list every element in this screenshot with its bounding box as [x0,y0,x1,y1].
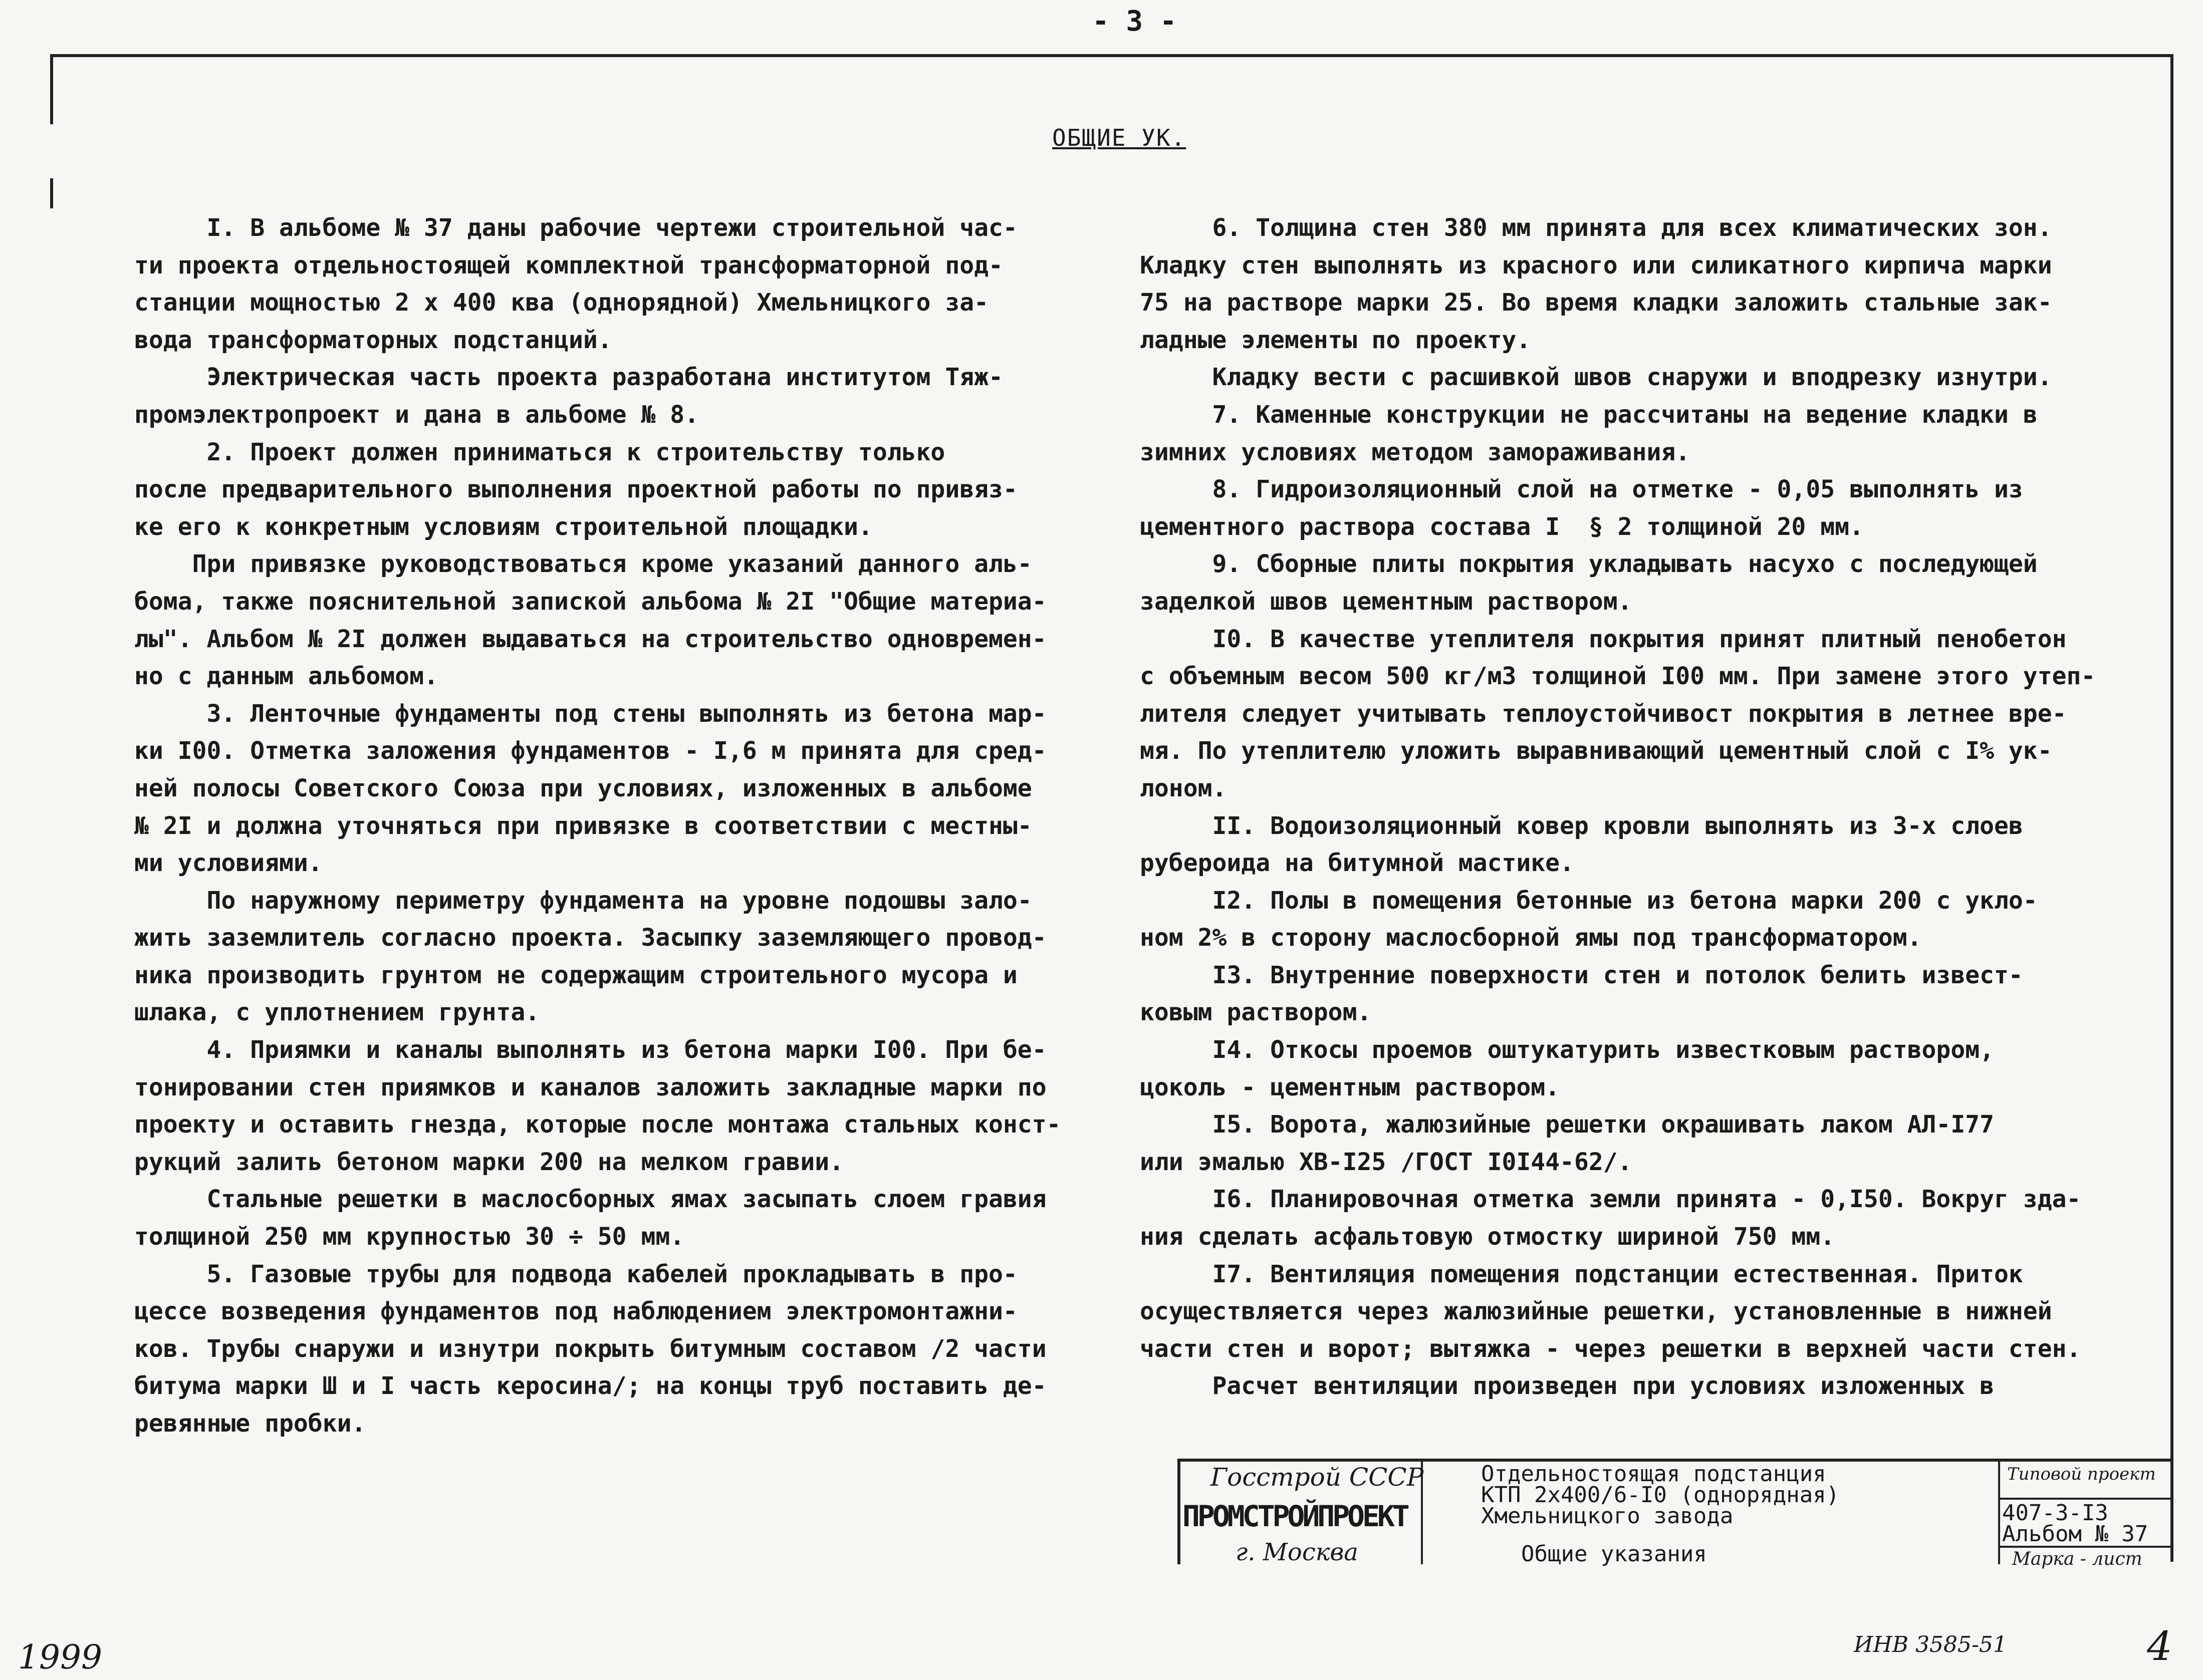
title-block-rule [1998,1498,2173,1500]
org-city: г. Москва [1236,1538,1358,1566]
text-line: 4. Приямки и каналы выполнять из бетона марки I00. При бе- [134,1036,1047,1064]
text-line: Расчет вентиляции произведен при условиях изложенных в [1140,1372,1995,1401]
text-line: ния сделать асфальтовую отмостку шириной 750 мм. [1140,1223,1835,1251]
frame-left-border [50,54,53,124]
text-line: 3. Ленточные фундаменты под стены выполнять из бетона мар- [134,699,1047,728]
text-line: ном 2% в сторону маслосборной ямы под трансформатором. [1140,924,1922,952]
org-ministry: Госстрой СССР [1210,1463,1424,1492]
text-line: Электрическая часть проекта разработана институтом Тяж- [134,363,1003,392]
text-line: № 2I и должна уточняться при привязке в соответствии с местны- [134,811,1032,840]
right-text-column [1140,209,2122,1405]
text-line: 6. Толщина стен 380 мм принята для всех климатических зон. [1140,214,2052,242]
text-line: 8. Гидроизоляционный слой на отметке - 0,05 выполнять из [1140,475,2023,504]
text-line: лоном. [1140,774,1227,802]
text-line: промэлектропроект и дана в альбоме № 8. [134,400,699,429]
text-line: шлака, с уплотнением грунта. [134,998,540,1027]
sheet-number: 4 [2147,1623,2172,1669]
text-line: но с данным альбомом. [134,662,438,691]
project-type-label: Типовой проект [2007,1464,2156,1484]
text-line: I4. Откосы проемов оштукатурить известковым раствором, [1140,1036,1995,1064]
mark-sheet-label: Марка - лист [2012,1549,2142,1569]
text-line: толщиной 250 мм крупностью 30 ÷ 50 мм. [134,1223,685,1251]
year-note: 1999 [18,1638,102,1676]
text-line: ника производить грунтом не содержащим строительного мусора и [134,961,1018,989]
inventory-number: ИНВ 3585-51 [1854,1632,2007,1657]
text-line: ков. Трубы снаружи и изнутри покрыть битумным составом /2 части [134,1334,1047,1363]
album-number: Альбом № 37 [2002,1521,2148,1547]
text-line: При привязке руководствоваться кроме указаний данного аль- [134,550,1032,579]
text-line: ти проекта отдельностоящей комплектной трансформаторной под- [134,251,1003,279]
text-line: лы". Альбом № 2I должен выдаваться на строительство одновремен- [134,625,1047,653]
project-title-line-1: Отдельностоящая подстанция [1481,1461,1826,1487]
text-line: I7. Вентиляция помещения подстанции естественная. Приток [1140,1260,2023,1288]
project-code: 407-3-I3 [2002,1500,2108,1526]
text-line: тонировании стен приямков и каналов заложить закладные марки по [134,1073,1047,1101]
text-line: ладные элементы по проекту. [1140,326,1531,354]
text-line: станции мощностью 2 х 400 ква (однорядной) Хмельницкого за- [134,289,989,317]
text-line: ки I00. Отметка заложения фундаментов - I,6 м принята для сред- [134,737,1047,765]
text-line: I3. Внутренние поверхности стен и потолок белить извест- [1140,961,2023,989]
text-line: цессе возведения фундаментов под наблюдением электромонтажни- [134,1297,1018,1326]
text-line: битума марки Ш и I часть керосина/; на концы труб поставить де- [134,1372,1047,1401]
text-line: цоколь - цементным раствором. [1140,1073,1560,1101]
text-line: ковым раствором. [1140,998,1372,1027]
title-block-divider [1998,1462,2000,1564]
text-line: лителя следует учитывать теплоустойчивост покрытия в летнее вре- [1140,699,2067,728]
text-line: Кладку стен выполнять из красного или силикатного кирпича марки [1140,251,2052,279]
text-line: I6. Планировочная отметка земли принята - 0,I50. Вокруг зда- [1140,1185,2081,1214]
project-title-line-3: Хмельницкого завода [1481,1503,1734,1529]
text-line: ми условиями. [134,849,323,878]
text-line: осуществляется через жалюзийные решетки, установленные в нижней [1140,1297,2052,1326]
text-line: вода трансформаторных подстанций. [134,326,612,354]
text-line: с объемным весом 500 кг/м3 толщиной I00 мм. При замене этого утеп- [1140,662,2096,691]
text-line: рукций залить бетоном марки 200 на мелком гравии. [134,1148,844,1176]
text-line: проекту и оставить гнезда, которые после монтажа стальных конст- [134,1110,1061,1139]
text-line: I2. Полы в помещения бетонные из бетона марки 200 с укло- [1140,886,2038,915]
sheet-title: Общие указания [1521,1541,1707,1567]
text-line: 9. Сборные плиты покрытия укладывать насухо с последующей [1140,550,2038,579]
text-line: после предварительного выполнения проектной работы по привяз- [134,475,1018,504]
text-line: Стальные решетки в маслосборных ямах засыпать слоем гравия [134,1185,1047,1214]
text-line: заделкой швов цементным раствором. [1140,587,1632,616]
text-line: ней полосы Советского Союза при условиях, изложенных в альбоме [134,774,1032,802]
left-text-column [134,209,1111,1443]
text-line: цементного раствора состава I § 2 толщиной 20 мм. [1140,512,1864,541]
text-line: I5. Ворота, жалюзийные решетки окрашивать лаком АЛ-I77 [1140,1110,1995,1139]
text-line: Кладку вести с расшивкой швов снаружи и вподрезку изнутри. [1140,363,2052,392]
text-line: II. Водоизоляционный ковер кровли выполнять из 3-х слоев [1140,811,2023,840]
text-line: или эмалью ХВ-I25 /ГОСТ I0I44-62/. [1140,1148,1632,1176]
frame-top-border [50,54,2173,57]
text-line: ке его к конкретным условиям строительной площадки. [134,512,873,541]
text-line: 7. Каменные конструкции не рассчитаны на ведение кладки в [1140,400,2038,429]
text-line: рубероида на битумной мастике. [1140,849,1574,878]
text-line: ревянные пробки. [134,1410,366,1438]
text-line: По наружному периметру фундамента на уровне подошвы зало- [134,886,1032,915]
text-line: 2. Проект должен приниматься к строительству только [134,438,945,466]
frame-left-border-mark [50,178,53,208]
document-title: ОБЩИЕ УК. [1052,124,1186,151]
text-line: бома, также пояснительной запиской альбома № 2I "Общие материа- [134,587,1047,616]
text-line: мя. По утеплителю уложить выравнивающий цементный слой с I% ук- [1140,737,2052,765]
page-number: - 3 - [1092,5,1177,38]
org-name: ПРОМСТРОЙПРОЕКТ [1182,1499,1407,1533]
text-line: I. В альбоме № 37 даны рабочие чертежи строительной час- [134,214,1018,242]
project-title-line-2: КТП 2х400/6-I0 (однорядная) [1481,1482,1840,1508]
title-block [1177,1459,2173,1569]
frame-right-border [2170,54,2173,1562]
text-line: зимних условиях методом замораживания. [1140,438,1690,466]
text-line: I0. В качестве утеплителя покрытия принят плитный пенобетон [1140,625,2067,653]
text-line: жить заземлитель согласно проекта. Засыпку заземляющего провод- [134,924,1047,952]
text-line: 75 на растворе марки 25. Во время кладки заложить стальные зак- [1140,289,2052,317]
text-line: 5. Газовые трубы для подвода кабелей прокладывать в про- [134,1260,1018,1288]
text-line: части стен и ворот; вытяжка - через решетки в верхней части стен. [1140,1334,2081,1363]
